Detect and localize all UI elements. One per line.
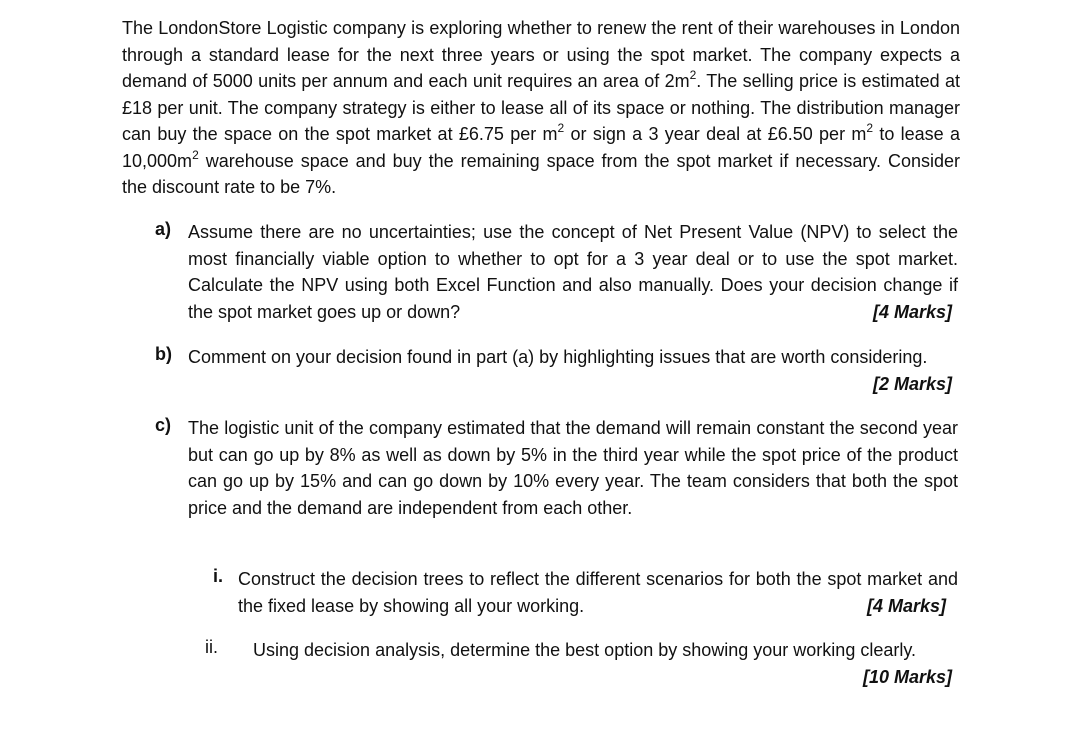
question-c-i-body: Construct the decision trees to reflect the different scenarios for both the spot market and the fixed lease by showing all your working. <box>238 569 958 616</box>
question-c-i-text <box>238 566 958 619</box>
question-c <box>155 415 958 521</box>
intro-text-2: . The selling price is estimated at £18 per unit. The company strategy is either to lease all of its space or nothing. The distribution manager can buy the space on the spot market at £6.75 per m <box>122 71 960 144</box>
superscript-squared: 2 <box>557 121 565 135</box>
question-c-ii-marks: [10 Marks] <box>862 666 952 687</box>
question-c-ii-label: ii. <box>205 637 218 657</box>
question-b-text <box>188 344 958 394</box>
question-c-i-marks: [4 Marks] <box>866 595 946 616</box>
intro-paragraph <box>122 15 960 201</box>
intro-text-5: warehouse space and buy the remaining space from the spot market if necessary. Consider the discount rate to be 7%. <box>122 150 960 197</box>
question-a <box>155 219 958 325</box>
question-c-ii <box>205 637 958 690</box>
question-c-text: The logistic unit of the company estimated that the demand will remain constant the second year but can go up by 8% as well as down by 5% in the third year while the spot price of the product can go up by 15% and can go down by 10% every year. The team considers that both the spot price and the demand are independent from each other. <box>188 418 958 518</box>
question-b <box>155 344 958 397</box>
question-c-i <box>213 566 958 619</box>
question-b-marks: [2 Marks] <box>872 373 952 394</box>
question-a-text <box>188 219 958 325</box>
question-a-label: a) <box>155 219 172 239</box>
superscript-squared: 2 <box>192 147 199 162</box>
question-a-marks: [4 Marks] <box>872 301 952 322</box>
question-c-ii-text <box>253 637 958 687</box>
question-a-body: Assume there are no uncertainties; use the concept of Net Present Value (NPV) to select the most financially viable option to whether to opt for a 3 year deal or to use the spot market. Calculate the NPV using both Excel Function and also manually. Does your decision change if the spot market goes up or down? <box>188 222 958 322</box>
intro-text-1: The LondonStore Logistic company is exploring whether to renew the rent of their warehouses in London through a standard lease for the next three years or using the spot market. The company expects a demand of 5000 units per annum and each unit requires an area of 2m <box>122 18 960 91</box>
question-c-label: c) <box>155 415 172 435</box>
question-c-ii-body: Using decision analysis, determine the best option by showing your working clearly. <box>253 640 917 660</box>
intro-text-4: to lease a 10,000m <box>122 124 960 171</box>
question-b-body: Comment on your decision found in part (a) by highlighting issues that are worth considering. <box>188 347 928 367</box>
superscript-squared: 2 <box>689 68 697 82</box>
intro-text-3: or sign a 3 year deal at £6.50 per m <box>564 124 867 144</box>
question-b-label: b) <box>155 344 172 364</box>
question-c-i-label: i. <box>213 566 224 586</box>
superscript-squared: 2 <box>866 121 874 135</box>
